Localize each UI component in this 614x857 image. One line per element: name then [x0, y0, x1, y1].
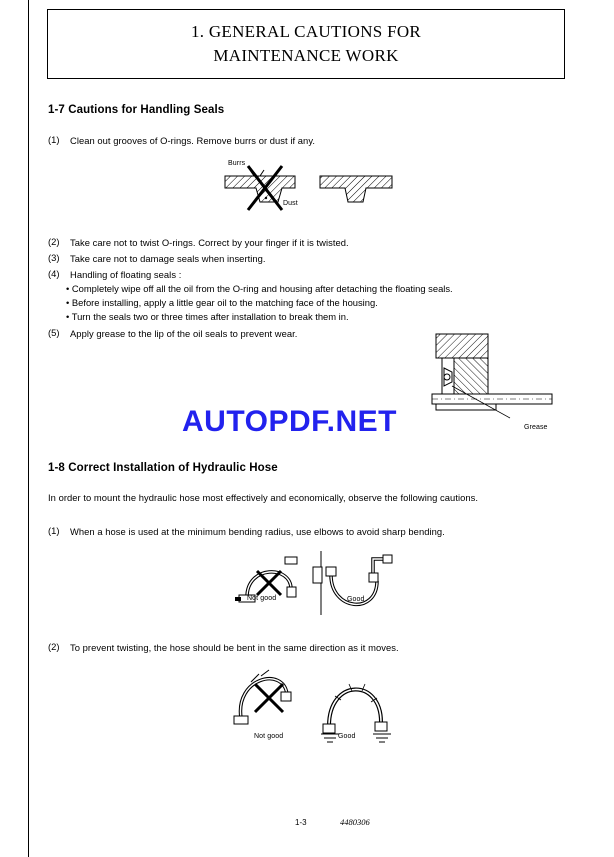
chapter-title-box: [47, 9, 565, 79]
section-heading-1-7: 1-7 Cautions for Handling Seals: [48, 104, 225, 116]
figure-label-not-good: Not good: [247, 595, 277, 602]
list-number: (3): [48, 252, 60, 263]
footer-page-number: 1-3: [295, 818, 307, 827]
list-item: Handling of floating seals :: [70, 269, 182, 280]
chapter-title: [48, 20, 564, 68]
chapter-title-line-1: 1. GENERAL CAUTIONS FOR: [190, 22, 422, 41]
bullet-item: • Before installing, apply a little gear oil to the matching face of the housing.: [66, 297, 378, 308]
list-item: Take care not to damage seals when inserting.: [70, 253, 266, 264]
figure-hose-twist: [225, 660, 400, 750]
list-number: (5): [48, 327, 60, 338]
list-item: To prevent twisting, the hose should be bent in the same direction as it moves.: [70, 642, 399, 653]
list-item: When a hose is used at the minimum bending radius, use elbows to avoid sharp bending.: [70, 526, 445, 537]
page-edge-rule: [28, 0, 29, 857]
list-number: (4): [48, 268, 60, 279]
figure-label-grease: Grease: [524, 424, 548, 431]
list-item: Take care not to twist O-rings. Correct by your finger if it is twisted.: [70, 237, 349, 248]
chapter-title-line-2: MAINTENANCE WORK: [213, 46, 399, 65]
figure-groove-cleaning: [220, 158, 400, 218]
list-item: Clean out grooves of O-rings. Remove burrs or dust if any.: [70, 135, 316, 146]
figure-label-burrs: Burrs: [228, 160, 246, 167]
list-number: (2): [48, 236, 60, 247]
figure-label-dust: Dust: [283, 200, 298, 207]
list-number: (2): [48, 641, 60, 652]
figure-label-not-good: Not good: [254, 733, 284, 740]
figure-hose-elbow: [225, 545, 400, 625]
figure-label-good: Good: [347, 596, 365, 603]
section-heading-1-8: 1-8 Correct Installation of Hydraulic Hose: [48, 462, 278, 474]
bullet-item: • Turn the seals two or three times after installation to break them in.: [66, 311, 349, 322]
list-number: (1): [48, 134, 60, 145]
list-item: Apply grease to the lip of the oil seals to prevent wear.: [70, 328, 298, 339]
section-intro-paragraph: In order to mount the hydraulic hose most effectively and economically, observe the following cautions.: [48, 492, 479, 503]
bullet-item: • Completely wipe off all the oil from the O-ring and housing after detaching the floating seals.: [66, 283, 453, 294]
watermark: AUTOPDF.NET: [182, 405, 397, 438]
figure-label-good: Good: [338, 733, 356, 740]
footer-document-code: 4480306: [340, 817, 370, 827]
list-number: (1): [48, 525, 60, 536]
